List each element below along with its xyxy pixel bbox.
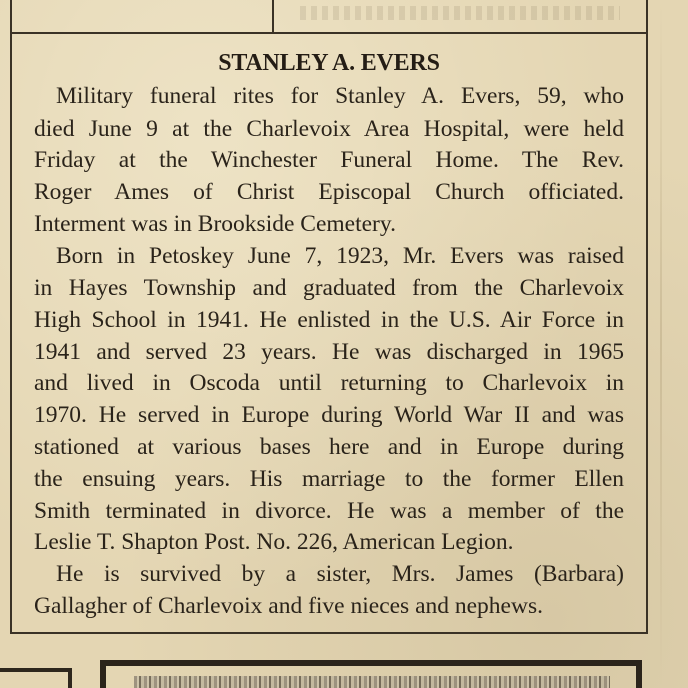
obituary-line: Friday at the Winchester Funeral Home. The Rev. (34, 147, 624, 173)
obituary-line: and lived in Oscoda until returning to Charlevoix in (34, 370, 624, 396)
obituary-line: Roger Ames of Christ Episcopal Church officiated. (34, 179, 624, 205)
obituary-line: in Hayes Township and graduated from the Charlevoix (34, 275, 624, 301)
obituary-line: Gallagher of Charlevoix and five nieces and nephews. (34, 593, 543, 619)
obituary-line: Born in Petoskey June 7, 1923, Mr. Evers was raised (56, 243, 624, 269)
obituary-line: died June 9 at the Charlevoix Area Hospital, were held (34, 116, 624, 142)
halftone-photo-edge (134, 676, 610, 688)
obituary-title: STANLEY A. EVERS (218, 50, 440, 76)
obituary-line: Interment was in Brookside Cemetery. (34, 211, 396, 237)
obituary-line: the ensuing years. His marriage to the former Ellen (34, 466, 624, 492)
obituary-line: Smith terminated in divorce. He was a member of the (34, 498, 624, 524)
obituary-line: Leslie T. Shapton Post. No. 226, American Legion. (34, 529, 514, 555)
faded-text-remnant (300, 6, 620, 20)
obituary-line: 1941 and served 23 years. He was discharged in 1965 (34, 339, 624, 365)
obituary-line: High School in 1941. He enlisted in the U.S. Air Force in (34, 307, 624, 333)
obituary-line: He is survived by a sister, Mrs. James (Barbara) (56, 561, 624, 587)
paper-crease (660, 0, 662, 688)
obituary-line: Military funeral rites for Stanley A. Evers, 59, who (56, 83, 624, 109)
obituary-line: stationed at various bases here and in Europe during (34, 434, 624, 460)
obituary-line: 1970. He served in Europe during World War II and was (34, 402, 624, 428)
column-divider (272, 0, 274, 34)
next-article-box-left (0, 668, 72, 688)
